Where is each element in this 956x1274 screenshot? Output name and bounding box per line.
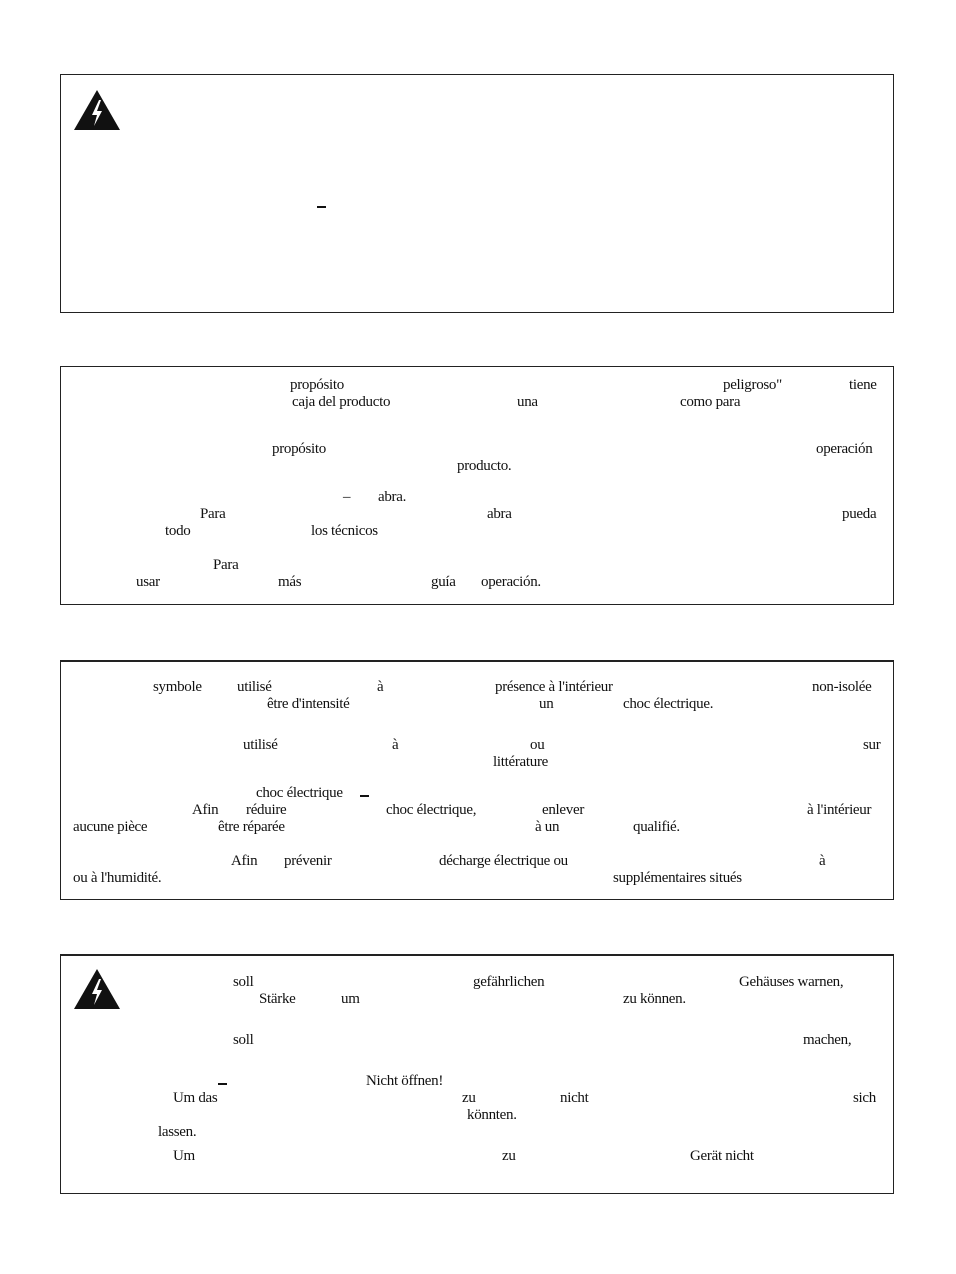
text-fragment: symbole [153, 679, 202, 695]
text-fragment: todo [165, 523, 191, 539]
warning-box-french [60, 660, 894, 900]
text-fragment: tiene [849, 377, 877, 393]
text-fragment: los técnicos [311, 523, 378, 539]
text-fragment: prévenir [284, 853, 332, 869]
text-fragment: soll [233, 1032, 254, 1048]
text-fragment: zu [502, 1148, 516, 1164]
text-fragment: más [278, 574, 302, 590]
dash-mark [360, 795, 369, 797]
text-fragment: non-isolée [812, 679, 872, 695]
text-fragment: könnten. [467, 1107, 517, 1123]
text-fragment: choc électrique. [623, 696, 714, 712]
text-fragment: caja del producto [292, 394, 391, 410]
text-fragment: littérature [493, 754, 549, 770]
text-fragment: décharge électrique ou [439, 853, 568, 869]
text-fragment: Para [213, 557, 239, 573]
text-fragment: operación. [481, 574, 541, 590]
text-fragment: propósito [290, 377, 344, 393]
text-fragment: Afin [231, 853, 258, 869]
text-fragment: propósito [272, 441, 326, 457]
text-fragment: como para [680, 394, 741, 410]
text-fragment: choc électrique [256, 785, 343, 801]
text-fragment: zu können. [623, 991, 686, 1007]
text-fragment: um [341, 991, 360, 1007]
text-fragment: una [517, 394, 538, 410]
text-fragment: aucune pièce [73, 819, 148, 835]
text-fragment: Gehäuses warnen, [739, 974, 844, 990]
text-fragment: lassen. [158, 1124, 197, 1140]
text-fragment: ou [530, 737, 545, 753]
warning-box-spanish [60, 366, 894, 605]
text-fragment: utilisé [237, 679, 272, 695]
text-fragment: sich [853, 1090, 876, 1106]
dash-mark [218, 1083, 227, 1085]
text-fragment: operación [816, 441, 873, 457]
text-fragment: présence à l'intérieur [495, 679, 613, 695]
lightning-warning-icon [73, 968, 121, 1010]
text-fragment: abra [487, 506, 512, 522]
warning-box-english [60, 74, 894, 313]
text-fragment: utilisé [243, 737, 278, 753]
text-fragment: – [343, 489, 351, 505]
text-fragment: peligroso" [723, 377, 782, 393]
text-fragment: Um [173, 1148, 195, 1164]
text-fragment: réduire [246, 802, 287, 818]
text-fragment: abra. [378, 489, 407, 505]
text-fragment: soll [233, 974, 254, 990]
text-fragment: pueda [842, 506, 877, 522]
text-fragment: un [539, 696, 554, 712]
text-fragment: choc électrique, [386, 802, 477, 818]
text-fragment: à l'intérieur [807, 802, 872, 818]
text-fragment: guía [431, 574, 456, 590]
text-fragment: usar [136, 574, 160, 590]
text-fragment: zu [462, 1090, 476, 1106]
text-fragment: enlever [542, 802, 585, 818]
warning-box-german [60, 954, 894, 1194]
text-fragment: à [377, 679, 384, 695]
text-fragment: Nicht öffnen! [366, 1073, 444, 1089]
text-fragment: à [819, 853, 826, 869]
dash-mark [317, 206, 326, 208]
text-fragment: sur [863, 737, 881, 753]
text-fragment: Afin [192, 802, 219, 818]
text-fragment: Gerät nicht [690, 1148, 754, 1164]
text-fragment: à un [535, 819, 560, 835]
text-fragment: Stärke [259, 991, 296, 1007]
text-fragment: Um das [173, 1090, 218, 1106]
text-fragment: être réparée [218, 819, 285, 835]
text-fragment: être d'intensité [267, 696, 350, 712]
text-fragment: Para [200, 506, 226, 522]
text-fragment: ou à l'humidité. [73, 870, 162, 886]
text-fragment: producto. [457, 458, 512, 474]
lightning-warning-icon [73, 89, 121, 131]
text-fragment: nicht [560, 1090, 589, 1106]
text-fragment: qualifié. [633, 819, 680, 835]
text-fragment: gefährlichen [473, 974, 545, 990]
text-fragment: machen, [803, 1032, 852, 1048]
text-fragment: supplémentaires situés [613, 870, 742, 886]
text-fragment: à [392, 737, 399, 753]
